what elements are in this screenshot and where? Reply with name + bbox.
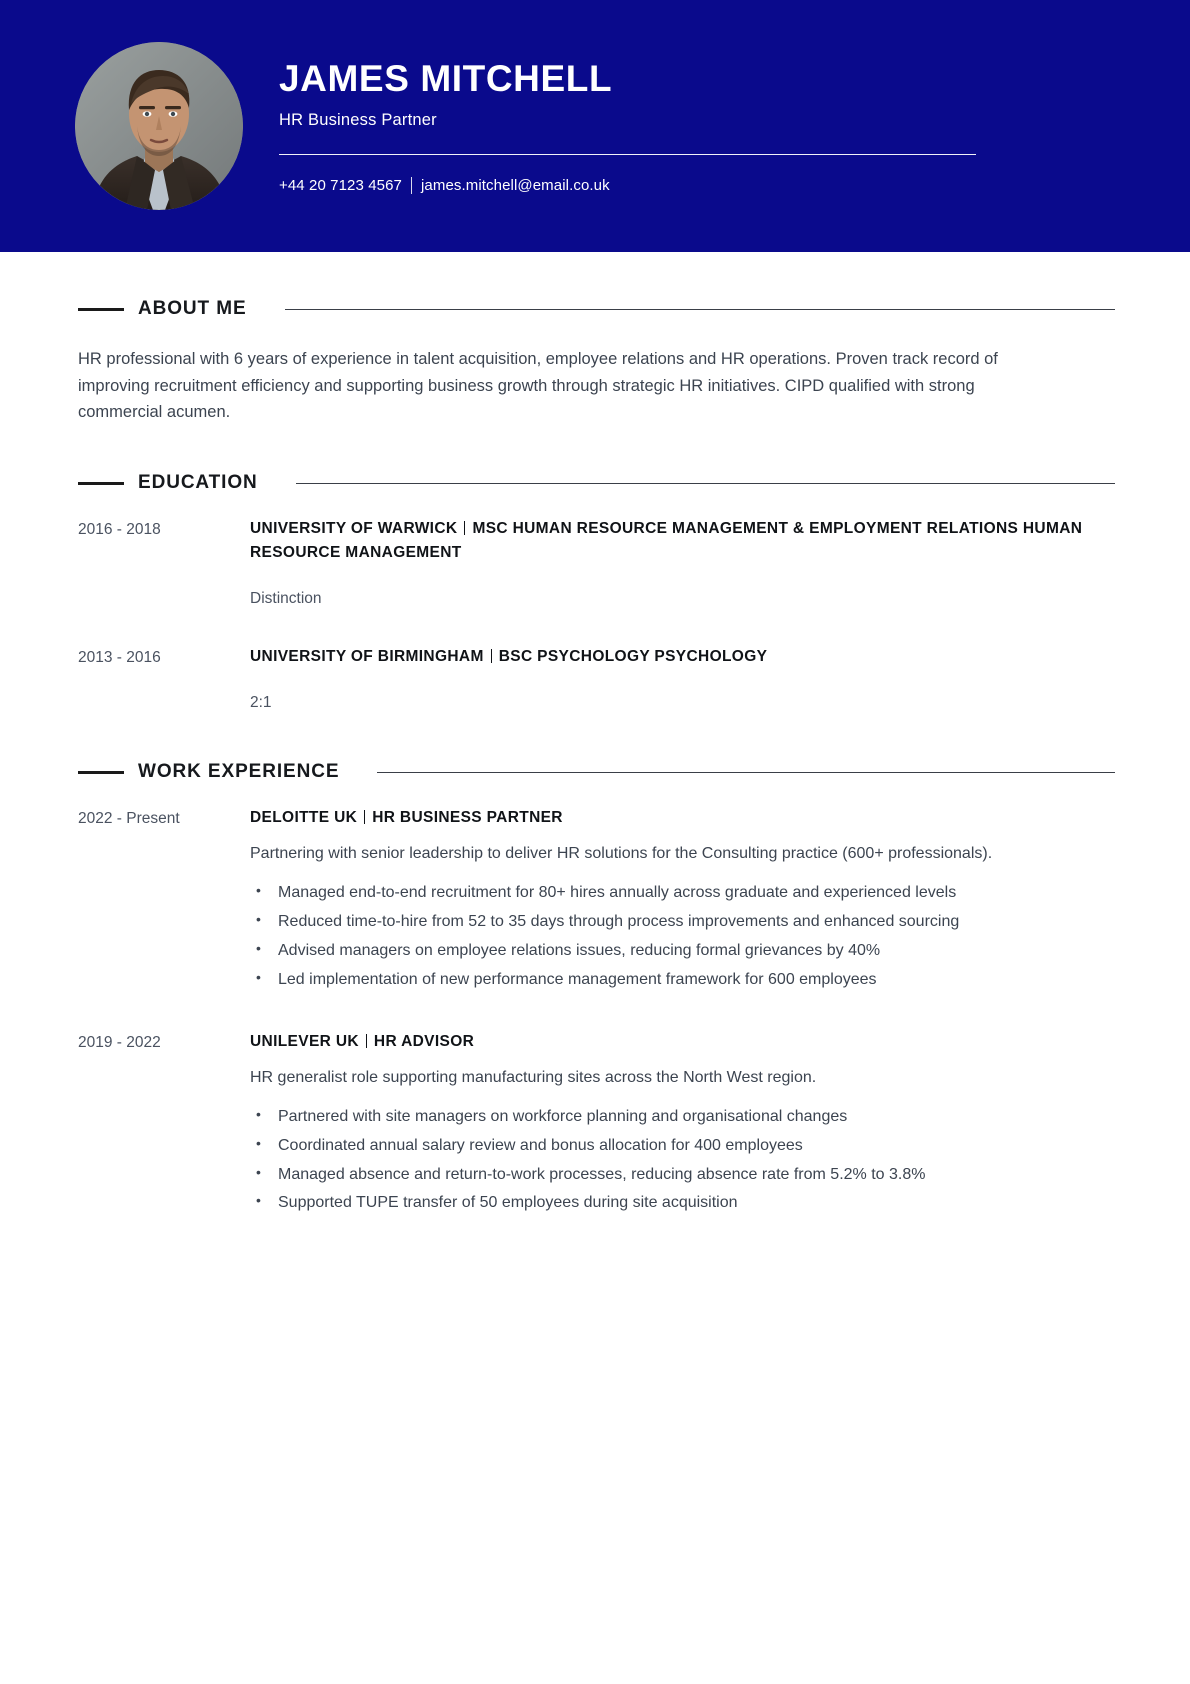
work-title [250, 806, 1115, 830]
work-dates: 2019 - 2022 [78, 1033, 161, 1051]
education-grade: Distinction [250, 590, 322, 608]
education-dates: 2013 - 2016 [78, 649, 161, 667]
title-separator [364, 810, 365, 824]
list-item: • Led implementation of new performance management framework for 600 employees [250, 967, 1050, 993]
education-degree: BSC PSYCHOLOGY PSYCHOLOGY [498, 648, 768, 666]
education-grade: 2:1 [250, 694, 272, 712]
work-dates: 2022 - Present [78, 810, 180, 828]
work-company: DELOITTE UK [250, 809, 358, 827]
resume-header [0, 0, 1190, 252]
page-title: JAMES MITCHELL [279, 57, 613, 99]
list-item: • Coordinated annual salary review and bonus allocation for 400 employees [250, 1133, 1050, 1159]
title-separator [491, 649, 492, 663]
list-item: • Managed end-to-end recruitment for 80+ hires annually across graduate and experienced levels [250, 880, 1050, 906]
section-title-about: ABOUT ME [138, 298, 247, 319]
title-separator [464, 521, 465, 535]
education-institution: UNIVERSITY OF BIRMINGHAM [250, 648, 484, 666]
list-item: • Reduced time-to-hire from 52 to 35 days through process improvements and enhanced sourcing [250, 909, 1050, 935]
work-bullet-list [250, 880, 1115, 993]
email-text: james.mitchell@email.co.uk [420, 177, 610, 195]
work-bullet-list [250, 1104, 1115, 1217]
section-rule [296, 483, 1115, 484]
contact-line [279, 177, 1040, 194]
section-header-education [78, 472, 1115, 494]
work-role: HR ADVISOR [373, 1032, 475, 1050]
education-entry [78, 645, 1115, 715]
education-institution: UNIVERSITY OF WARWICK [250, 520, 458, 538]
work-entry [78, 806, 1115, 996]
work-company: UNILEVER UK [250, 1032, 359, 1050]
education-title [250, 517, 1115, 565]
section-dash-icon [78, 771, 124, 774]
section-title-work: WORK EXPERIENCE [138, 761, 340, 783]
avatar [75, 42, 243, 210]
header-divider [279, 154, 976, 155]
work-title [250, 1030, 1115, 1054]
portrait-photo-icon [75, 42, 243, 210]
list-item: • Supported TUPE transfer of 50 employees during site acquisition [250, 1190, 1050, 1216]
work-entry [78, 1030, 1115, 1220]
work-description: HR generalist role supporting manufacturing sites across the North West region. [250, 1068, 817, 1086]
section-header-work [78, 761, 1115, 783]
section-rule [285, 309, 1115, 310]
education-dates: 2016 - 2018 [78, 521, 161, 539]
header-text-block [279, 58, 1190, 194]
section-title-education: EDUCATION [138, 472, 258, 494]
section-dash-icon [78, 482, 124, 485]
list-item: • Advised managers on employee relations issues, reducing formal grievances by 40% [250, 938, 1050, 964]
section-dash-icon [78, 308, 124, 311]
section-rule [377, 772, 1115, 773]
contact-separator [411, 177, 412, 194]
about-paragraph: HR professional with 6 years of experience in talent acquisition, employee relations and HR operations. Proven track record of improving recruitment efficiency and supporting business growth through strategic HR initiatives. CIPD qualified with strong commercial acumen. [78, 350, 998, 422]
section-header-about [78, 298, 1115, 320]
phone-text: +44 20 7123 4567 [279, 177, 402, 195]
list-item: • Managed absence and return-to-work processes, reducing absence rate from 5.2% to 3.8% [250, 1162, 1050, 1188]
education-degree: MSC HUMAN RESOURCE MANAGEMENT & EMPLOYMENT RELATIONS HUMAN RESOURCE MANAGEMENT [250, 520, 1083, 562]
resume-body [0, 298, 1190, 1219]
list-item: • Partnered with site managers on workforce planning and organisational changes [250, 1104, 1050, 1130]
job-title: HR Business Partner [279, 111, 437, 130]
work-role: HR BUSINESS PARTNER [372, 809, 563, 827]
work-description: Partnering with senior leadership to deliver HR solutions for the Consulting practice (600+ professionals). [250, 845, 993, 863]
education-entry [78, 517, 1115, 611]
title-separator [366, 1034, 367, 1048]
education-title [250, 645, 1115, 669]
